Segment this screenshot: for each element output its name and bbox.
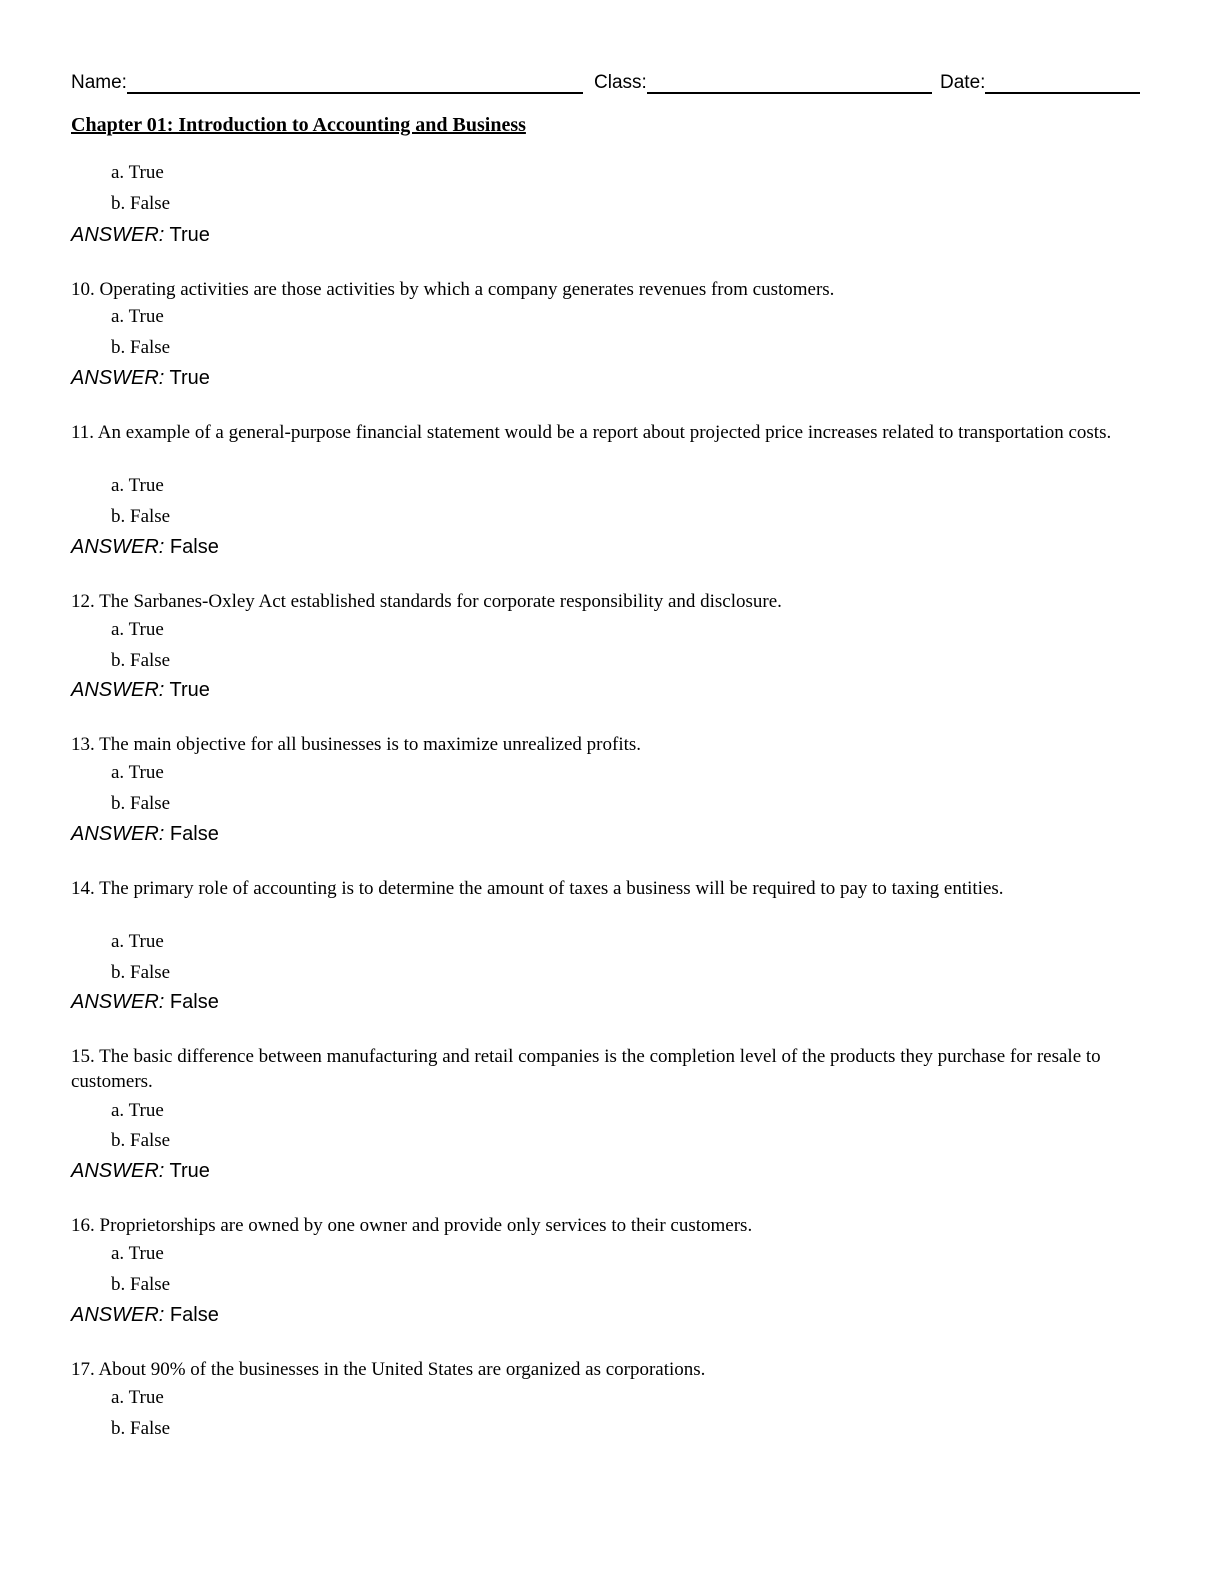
q17-option-a: a. True [111,1387,164,1408]
q15-option-b: b. False [111,1130,171,1151]
name-label: Name: [71,72,127,93]
q14-option-b: b. False [111,962,171,983]
q15-answer [71,1159,210,1184]
q12-stem: 12. The Sarbanes-Oxley Act established standards for corporate responsibility and disclosure. [71,591,782,612]
q9-option-a: a. True [111,162,164,183]
q12-answer-value: True [169,679,210,701]
q12-option-a: a. True [111,619,164,640]
q11-answer [71,535,219,560]
q14-answer-value: False [169,991,219,1013]
name-field [71,70,583,94]
q9-answer [71,223,210,248]
q16-option-b: b. False [111,1274,171,1295]
header [71,70,1142,100]
answer-label: ANSWER: [71,1160,165,1182]
q14-option-a: a. True [111,931,164,952]
q13-answer [71,822,219,847]
q17-option-b: b. False [111,1418,171,1439]
answer-label: ANSWER: [71,679,165,701]
q13-answer-value: False [169,823,219,845]
q16-answer-value: False [169,1304,219,1326]
q13-option-b: b. False [111,793,171,814]
class-field [594,70,932,94]
answer-label: ANSWER: [71,823,165,845]
q16-option-a: a. True [111,1243,164,1264]
q10-option-b: b. False [111,337,171,358]
q9-option-b: b. False [111,193,171,214]
answer-label: ANSWER: [71,367,165,389]
date-field [940,70,1140,94]
q12-answer [71,678,210,703]
q17-stem: 17. About 90% of the businesses in the United States are organized as corporations. [71,1359,706,1380]
q10-answer [71,366,210,391]
q15-stem: 15. The basic difference between manufacturing and retail companies is the completion level of the products they purchase for resale to customers. [71,1046,1101,1092]
q11-stem: 11. An example of a general-purpose financial statement would be a report about projected price increases related to transportation costs. [71,422,1112,443]
chapter-title: Chapter 01: Introduction to Accounting and Business [71,114,526,136]
answer-label: ANSWER: [71,1304,165,1326]
date-label: Date: [940,72,986,93]
answer-label: ANSWER: [71,224,165,246]
date-line[interactable] [985,70,1140,94]
q14-answer [71,990,219,1015]
q12-option-b: b. False [111,650,171,671]
q10-option-a: a. True [111,306,164,327]
answer-label: ANSWER: [71,536,165,558]
q16-answer [71,1303,219,1328]
q11-option-a: a. True [111,475,164,496]
q15-option-a: a. True [111,1100,164,1121]
q10-stem: 10. Operating activities are those activities by which a company generates revenues from customers. [71,279,835,300]
q9-answer-value: True [169,224,210,246]
q13-option-a: a. True [111,762,164,783]
class-label: Class: [594,72,647,93]
answer-label: ANSWER: [71,991,165,1013]
q11-answer-value: False [169,536,219,558]
q10-answer-value: True [169,367,210,389]
q14-stem: 14. The primary role of accounting is to determine the amount of taxes a business will be required to pay to taxing entities. [71,878,1004,899]
q11-option-b: b. False [111,506,171,527]
q13-stem: 13. The main objective for all businesses is to maximize unrealized profits. [71,734,642,755]
q16-stem: 16. Proprietorships are owned by one owner and provide only services to their customers. [71,1215,753,1236]
q15-answer-value: True [169,1160,210,1182]
class-line[interactable] [647,70,932,94]
name-line[interactable] [127,70,583,94]
